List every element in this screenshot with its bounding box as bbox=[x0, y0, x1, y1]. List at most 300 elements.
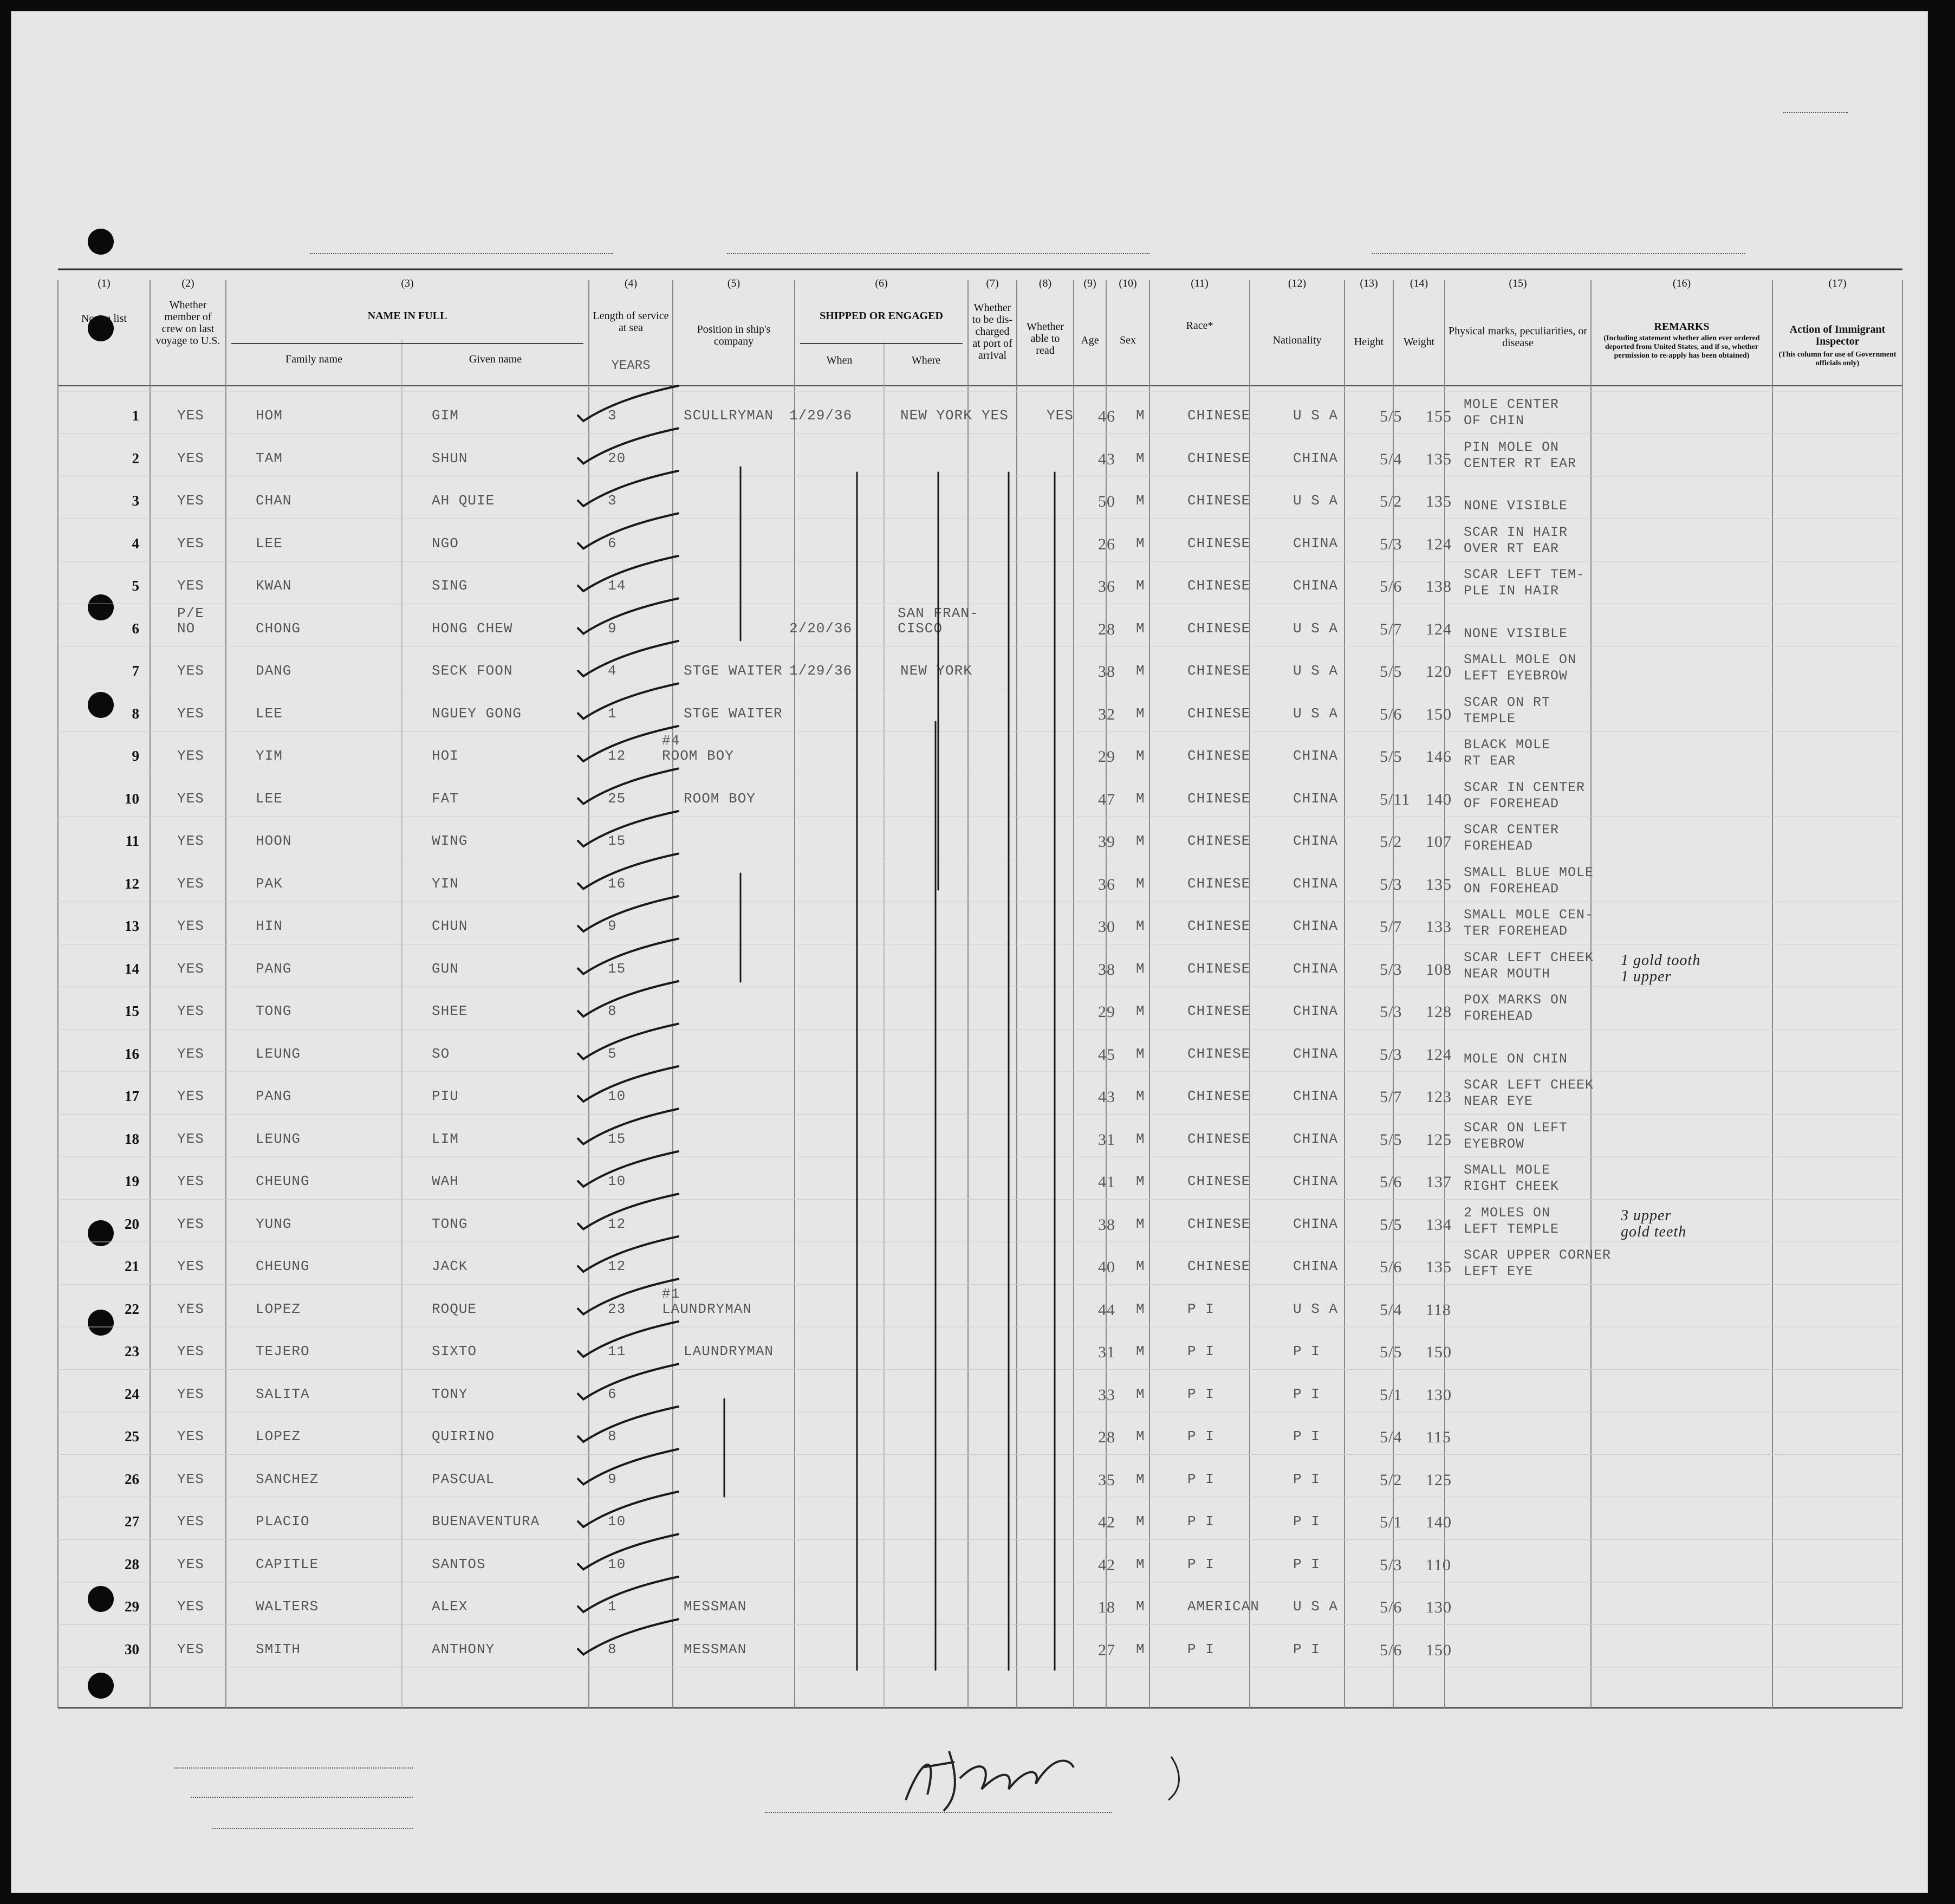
given-name: CHUN bbox=[432, 918, 468, 934]
years-at-sea: 8 bbox=[608, 1641, 617, 1657]
column-header-given-name: Given name bbox=[469, 353, 522, 365]
last-voyage-value: YES bbox=[177, 1513, 204, 1530]
nationality: CHINA bbox=[1293, 790, 1339, 807]
check-mark bbox=[578, 1364, 678, 1400]
row-number: 27 bbox=[125, 1513, 139, 1530]
position: #4 bbox=[662, 733, 680, 749]
check-mark bbox=[578, 1449, 678, 1485]
age: 47 bbox=[1098, 790, 1115, 808]
given-name: ALEX bbox=[432, 1598, 468, 1615]
column-number-c7: (7) bbox=[986, 277, 999, 289]
sex: M bbox=[1136, 620, 1145, 637]
given-name: PASCUAL bbox=[432, 1471, 495, 1487]
column-header-c4: Length of service at sea bbox=[593, 310, 669, 334]
last-voyage-value: YES bbox=[177, 407, 204, 424]
position: MESSMAN bbox=[684, 1598, 747, 1615]
shipped-when: 1/29/36 bbox=[789, 663, 853, 679]
last-voyage-value: YES bbox=[177, 1556, 204, 1572]
race: CHINESE bbox=[1187, 1173, 1251, 1189]
column-header-action-sub: (This column for use of Government officials only) bbox=[1778, 351, 1896, 367]
family-name: CHAN bbox=[256, 493, 292, 509]
nationality: U S A bbox=[1293, 705, 1339, 722]
years-at-sea: 10 bbox=[608, 1556, 626, 1572]
punch-hole bbox=[88, 1586, 114, 1612]
nationality: CHINA bbox=[1293, 1003, 1339, 1019]
age: 31 bbox=[1098, 1130, 1115, 1149]
position: STGE WAITER bbox=[684, 705, 783, 722]
last-voyage-value: NO bbox=[177, 620, 196, 637]
family-name: DANG bbox=[256, 663, 292, 679]
column-header-c8: Whether able to read bbox=[1027, 321, 1064, 357]
family-name: PAK bbox=[256, 875, 283, 892]
shipped-where: NEW YORK bbox=[900, 663, 972, 679]
given-name: HONG CHEW bbox=[432, 620, 513, 637]
height: 5/6 bbox=[1380, 578, 1402, 595]
check-mark bbox=[578, 1194, 678, 1229]
height: 5/6 bbox=[1380, 705, 1402, 723]
column-header-c14: Weight bbox=[1403, 336, 1435, 348]
column-number-c3: (3) bbox=[401, 277, 414, 289]
given-name: GIM bbox=[432, 407, 459, 424]
race: P I bbox=[1187, 1428, 1214, 1445]
physical-marks: MOLE CENTER OF CHIN bbox=[1464, 397, 1560, 429]
height: 5/3 bbox=[1380, 875, 1402, 893]
last-voyage-value: YES bbox=[177, 1641, 204, 1657]
sex: M bbox=[1136, 1641, 1145, 1657]
years-at-sea: 16 bbox=[608, 875, 626, 892]
age: 36 bbox=[1098, 578, 1115, 595]
punch-hole bbox=[88, 1220, 114, 1246]
nationality: P I bbox=[1293, 1641, 1320, 1657]
position: ROOM BOY bbox=[662, 748, 734, 764]
years-at-sea: 14 bbox=[608, 578, 626, 594]
check-mark bbox=[578, 1577, 678, 1612]
sex: M bbox=[1136, 833, 1145, 849]
row-number: 16 bbox=[125, 1045, 139, 1062]
column-number-c17: (17) bbox=[1828, 277, 1847, 289]
column-number-c12: (12) bbox=[1288, 277, 1307, 289]
race: P I bbox=[1187, 1641, 1214, 1657]
given-name: YIN bbox=[432, 875, 459, 892]
nationality: CHINA bbox=[1293, 875, 1339, 892]
weight: 124 bbox=[1426, 1045, 1452, 1064]
weight: 110 bbox=[1426, 1556, 1451, 1574]
weight: 134 bbox=[1426, 1215, 1452, 1234]
given-name: AH QUIE bbox=[432, 493, 495, 509]
row-number: 10 bbox=[125, 790, 139, 807]
years-at-sea: 9 bbox=[608, 620, 617, 637]
column-number-c16: (16) bbox=[1672, 277, 1691, 289]
weight: 128 bbox=[1426, 1003, 1452, 1021]
given-name: BUENAVENTURA bbox=[432, 1513, 540, 1530]
last-voyage-value: YES bbox=[177, 790, 204, 807]
physical-marks: SCAR CENTER FOREHEAD bbox=[1464, 822, 1560, 854]
owners-underline bbox=[191, 1797, 413, 1798]
age: 18 bbox=[1098, 1598, 1115, 1616]
height: 5/6 bbox=[1380, 1598, 1402, 1616]
column-number-c4: (4) bbox=[624, 277, 638, 289]
sex: M bbox=[1136, 1045, 1145, 1062]
agents-underline bbox=[212, 1828, 413, 1829]
age: 38 bbox=[1098, 960, 1115, 979]
weight: 133 bbox=[1426, 918, 1452, 936]
sex: M bbox=[1136, 493, 1145, 509]
physical-marks: SMALL MOLE ON LEFT EYEBROW bbox=[1464, 652, 1577, 684]
column-header-c13: Height bbox=[1354, 336, 1384, 348]
family-name: CHEUNG bbox=[256, 1258, 310, 1274]
manifest-sheet bbox=[11, 11, 1928, 1893]
row-number: 25 bbox=[125, 1428, 139, 1445]
family-name: SMITH bbox=[256, 1641, 301, 1657]
weight: 123 bbox=[1426, 1088, 1452, 1106]
position: MESSMAN bbox=[684, 1641, 747, 1657]
years-at-sea: 10 bbox=[608, 1088, 626, 1104]
weight: 150 bbox=[1426, 705, 1452, 723]
height: 5/4 bbox=[1380, 1300, 1402, 1319]
given-name: TONG bbox=[432, 1215, 468, 1232]
last-voyage-value: YES bbox=[177, 1385, 204, 1402]
sex: M bbox=[1136, 1003, 1145, 1019]
weight: 107 bbox=[1426, 833, 1452, 851]
height: 5/11 bbox=[1380, 790, 1411, 808]
given-name: SHEE bbox=[432, 1003, 468, 1019]
check-mark bbox=[578, 514, 678, 549]
nationality: CHINA bbox=[1293, 1215, 1339, 1232]
sex: M bbox=[1136, 875, 1145, 892]
height: 5/5 bbox=[1380, 748, 1402, 766]
column-header-name-in-full: NAME IN FULL bbox=[367, 310, 447, 322]
weight: 115 bbox=[1426, 1428, 1451, 1446]
row-number: 21 bbox=[125, 1258, 139, 1274]
arrival-underline bbox=[727, 253, 1149, 254]
nationality: CHINA bbox=[1293, 918, 1339, 934]
race: CHINESE bbox=[1187, 705, 1251, 722]
physical-marks: SCAR IN HAIR OVER RT EAR bbox=[1464, 524, 1568, 556]
race: AMERICAN bbox=[1187, 1598, 1259, 1615]
punch-hole bbox=[88, 692, 114, 718]
row-number: 4 bbox=[132, 535, 139, 552]
sex: M bbox=[1136, 705, 1145, 722]
family-name: YIM bbox=[256, 748, 283, 764]
race: CHINESE bbox=[1187, 790, 1251, 807]
column-header-c11: Race* bbox=[1186, 320, 1213, 332]
race: CHINESE bbox=[1187, 833, 1251, 849]
last-voyage-value: YES bbox=[177, 1003, 204, 1019]
years-at-sea: 25 bbox=[608, 790, 626, 807]
row-number: 17 bbox=[125, 1088, 139, 1104]
height: 5/3 bbox=[1380, 1045, 1402, 1064]
column-header-c9: Age bbox=[1081, 334, 1099, 346]
row-number: 18 bbox=[125, 1130, 139, 1147]
given-name: GUN bbox=[432, 960, 459, 977]
age: 38 bbox=[1098, 1215, 1115, 1234]
row-number: 11 bbox=[125, 833, 139, 849]
sheet-number-underline bbox=[1783, 112, 1848, 113]
physical-marks: SCAR LEFT TEM- PLE IN HAIR bbox=[1464, 567, 1586, 599]
column-number-c13: (13) bbox=[1360, 277, 1378, 289]
last-voyage-value: YES bbox=[177, 578, 204, 594]
row-number: 13 bbox=[125, 918, 139, 934]
age: 33 bbox=[1098, 1385, 1115, 1404]
age: 31 bbox=[1098, 1343, 1115, 1361]
given-name: SANTOS bbox=[432, 1556, 486, 1572]
sex: M bbox=[1136, 1343, 1145, 1359]
age: 44 bbox=[1098, 1300, 1115, 1319]
check-mark bbox=[578, 641, 678, 676]
row-number: 22 bbox=[125, 1300, 139, 1317]
last-voyage-value: YES bbox=[177, 1130, 204, 1147]
column-number-c1: (1) bbox=[98, 277, 111, 289]
family-name: TONG bbox=[256, 1003, 292, 1019]
column-header-c1: No. on list bbox=[81, 313, 127, 325]
column-number-c5: (5) bbox=[727, 277, 741, 289]
nationality: CHINA bbox=[1293, 1130, 1339, 1147]
sex: M bbox=[1136, 790, 1145, 807]
family-name: SANCHEZ bbox=[256, 1471, 319, 1487]
age: 32 bbox=[1098, 705, 1115, 723]
column-number-c2: (2) bbox=[181, 277, 194, 289]
years-at-sea: 9 bbox=[608, 1471, 617, 1487]
family-name: LEUNG bbox=[256, 1045, 301, 1062]
nationality: U S A bbox=[1293, 620, 1339, 637]
given-name: WING bbox=[432, 833, 468, 849]
physical-marks: SMALL BLUE MOLE ON FOREHEAD bbox=[1464, 864, 1594, 897]
nationality: CHINA bbox=[1293, 1173, 1339, 1189]
given-name: PIU bbox=[432, 1088, 459, 1104]
shipped-where: SAN FRAN- bbox=[898, 605, 979, 621]
punch-hole bbox=[88, 1310, 114, 1336]
nationality: CHINA bbox=[1293, 578, 1339, 594]
check-mark bbox=[578, 811, 678, 846]
row-number: 9 bbox=[132, 748, 139, 764]
weight: 130 bbox=[1426, 1598, 1452, 1616]
nationality: CHINA bbox=[1293, 1258, 1339, 1274]
column-number-c6: (6) bbox=[875, 277, 888, 289]
last-voyage-value: YES bbox=[177, 875, 204, 892]
check-mark bbox=[578, 1236, 678, 1272]
handwritten-remark: 3 upper gold teeth bbox=[1621, 1207, 1687, 1240]
years-at-sea: 10 bbox=[608, 1173, 626, 1189]
sex: M bbox=[1136, 1471, 1145, 1487]
nationality: P I bbox=[1293, 1556, 1320, 1572]
last-voyage-value: YES bbox=[177, 1045, 204, 1062]
given-name: FAT bbox=[432, 790, 459, 807]
height: 5/2 bbox=[1380, 493, 1402, 510]
race: CHINESE bbox=[1187, 1045, 1251, 1062]
check-mark bbox=[578, 1322, 678, 1357]
race: CHINESE bbox=[1187, 960, 1251, 977]
last-voyage-value: YES bbox=[177, 1215, 204, 1232]
height: 5/7 bbox=[1380, 918, 1402, 936]
height: 5/1 bbox=[1380, 1385, 1402, 1404]
given-name: SHUN bbox=[432, 450, 468, 467]
given-name: ANTHONY bbox=[432, 1641, 495, 1657]
race: P I bbox=[1187, 1343, 1214, 1359]
nationality: CHINA bbox=[1293, 960, 1339, 977]
physical-marks: SCAR IN CENTER OF FOREHEAD bbox=[1464, 779, 1586, 812]
years-at-sea: 15 bbox=[608, 833, 626, 849]
family-name: PLACIO bbox=[256, 1513, 310, 1530]
family-name: PANG bbox=[256, 1088, 292, 1104]
nationality: U S A bbox=[1293, 663, 1339, 679]
column-number-c9: (9) bbox=[1083, 277, 1096, 289]
position: ROOM BOY bbox=[684, 790, 756, 807]
column-header-c5: Position in ship's company bbox=[697, 323, 771, 347]
check-mark bbox=[578, 896, 678, 931]
height: 5/6 bbox=[1380, 1173, 1402, 1191]
family-name: WALTERS bbox=[256, 1598, 319, 1615]
last-voyage-value: YES bbox=[177, 960, 204, 977]
height: 5/5 bbox=[1380, 407, 1402, 425]
nationality: P I bbox=[1293, 1343, 1320, 1359]
age: 29 bbox=[1098, 748, 1115, 766]
check-mark bbox=[578, 981, 678, 1016]
age: 29 bbox=[1098, 1003, 1115, 1021]
age: 38 bbox=[1098, 663, 1115, 681]
family-name: LEE bbox=[256, 535, 283, 552]
weight: 138 bbox=[1426, 578, 1452, 595]
years-at-sea: 20 bbox=[608, 450, 626, 467]
years-at-sea: 15 bbox=[608, 960, 626, 977]
last-voyage-value: YES bbox=[177, 833, 204, 849]
race: CHINESE bbox=[1187, 407, 1251, 424]
given-name: HOI bbox=[432, 748, 459, 764]
punch-hole bbox=[88, 229, 114, 255]
position: LAUNDRYMAN bbox=[662, 1300, 752, 1317]
vessel-underline bbox=[310, 253, 613, 254]
height: 5/3 bbox=[1380, 1003, 1402, 1021]
height: 5/3 bbox=[1380, 960, 1402, 979]
line-underline bbox=[174, 1767, 413, 1769]
position: #1 bbox=[662, 1285, 680, 1302]
nationality: CHINA bbox=[1293, 1045, 1339, 1062]
sex: M bbox=[1136, 1513, 1145, 1530]
check-mark bbox=[578, 1151, 678, 1187]
age: 36 bbox=[1098, 875, 1115, 893]
weight: 124 bbox=[1426, 535, 1452, 553]
last-voyage-value: YES bbox=[177, 493, 204, 509]
race: CHINESE bbox=[1187, 620, 1251, 637]
given-name: LIM bbox=[432, 1130, 459, 1147]
check-mark bbox=[578, 471, 678, 506]
port-underline bbox=[1372, 253, 1745, 254]
sex: M bbox=[1136, 960, 1145, 977]
weight: 150 bbox=[1426, 1343, 1452, 1361]
sex: M bbox=[1136, 1173, 1145, 1189]
column-number-c15: (15) bbox=[1509, 277, 1527, 289]
race: CHINESE bbox=[1187, 578, 1251, 594]
weight: 130 bbox=[1426, 1385, 1452, 1404]
last-voyage-value: P/E bbox=[177, 605, 204, 621]
column-header-years: YEARS bbox=[611, 359, 651, 373]
sex: M bbox=[1136, 535, 1145, 552]
family-name: LEUNG bbox=[256, 1130, 301, 1147]
physical-marks: NONE VISIBLE bbox=[1464, 498, 1568, 514]
physical-marks: POX MARKS ON FOREHEAD bbox=[1464, 992, 1568, 1024]
weight: 125 bbox=[1426, 1130, 1452, 1149]
height: 5/4 bbox=[1380, 1428, 1402, 1446]
column-header-shipped-or-engaged: SHIPPED OR ENGAGED bbox=[820, 310, 943, 322]
years-at-sea: 3 bbox=[608, 493, 617, 509]
last-voyage-value: YES bbox=[177, 918, 204, 934]
weight: 108 bbox=[1426, 960, 1452, 979]
family-name: CHONG bbox=[256, 620, 301, 637]
given-name: JACK bbox=[432, 1258, 468, 1274]
age: 35 bbox=[1098, 1471, 1115, 1489]
discharged-value: YES bbox=[982, 407, 1009, 424]
nationality: P I bbox=[1293, 1428, 1320, 1445]
row-number: 23 bbox=[125, 1343, 139, 1359]
row-number: 19 bbox=[125, 1173, 139, 1189]
race: CHINESE bbox=[1187, 1258, 1251, 1274]
weight: 135 bbox=[1426, 875, 1452, 893]
height: 5/3 bbox=[1380, 1556, 1402, 1574]
age: 40 bbox=[1098, 1258, 1115, 1276]
sex: M bbox=[1136, 663, 1145, 679]
nationality: U S A bbox=[1293, 1300, 1339, 1317]
height: 5/5 bbox=[1380, 663, 1402, 681]
row-number: 6 bbox=[132, 620, 139, 637]
last-voyage-value: YES bbox=[177, 1300, 204, 1317]
race: CHINESE bbox=[1187, 918, 1251, 934]
family-name: PANG bbox=[256, 960, 292, 977]
weight: 135 bbox=[1426, 1258, 1452, 1276]
nationality: P I bbox=[1293, 1471, 1320, 1487]
family-name: YUNG bbox=[256, 1215, 292, 1232]
sex: M bbox=[1136, 1598, 1145, 1615]
column-header-c15: Physical marks, peculiarities, or disease bbox=[1448, 325, 1588, 349]
race: CHINESE bbox=[1187, 1215, 1251, 1232]
years-at-sea: 9 bbox=[608, 918, 617, 934]
able-to-read-value: YES bbox=[1047, 407, 1074, 424]
column-header-c2: Whether member of crew on last voyage to U.S. bbox=[155, 299, 220, 347]
weight: 124 bbox=[1426, 620, 1452, 638]
sex: M bbox=[1136, 407, 1145, 424]
row-number: 3 bbox=[132, 493, 139, 509]
weight: 118 bbox=[1426, 1300, 1451, 1319]
years-at-sea: 15 bbox=[608, 1130, 626, 1147]
age: 39 bbox=[1098, 833, 1115, 851]
check-mark bbox=[578, 684, 678, 719]
position: LAUNDRYMAN bbox=[684, 1343, 774, 1359]
column-header-c12: Nationality bbox=[1272, 334, 1322, 346]
age: 42 bbox=[1098, 1556, 1115, 1574]
years-at-sea: 3 bbox=[608, 407, 617, 424]
family-name: TAM bbox=[256, 450, 283, 467]
age: 50 bbox=[1098, 493, 1115, 510]
years-at-sea: 8 bbox=[608, 1003, 617, 1019]
family-name: CAPITLE bbox=[256, 1556, 319, 1572]
check-mark bbox=[578, 386, 678, 421]
race: P I bbox=[1187, 1385, 1214, 1402]
nationality: CHINA bbox=[1293, 450, 1339, 467]
sex: M bbox=[1136, 1300, 1145, 1317]
row-number: 1 bbox=[132, 407, 139, 424]
check-mark bbox=[578, 429, 678, 464]
physical-marks: SCAR LEFT CHEEK NEAR EYE bbox=[1464, 1077, 1594, 1109]
last-voyage-value: YES bbox=[177, 1343, 204, 1359]
check-mark bbox=[578, 1620, 678, 1655]
column-header-remarks-sub: (Including statement whether alien ever ordered deported from United States, and if so, whether permission to re-apply has been obtained) bbox=[1603, 334, 1760, 360]
nationality: CHINA bbox=[1293, 833, 1339, 849]
age: 43 bbox=[1098, 1088, 1115, 1106]
punch-hole bbox=[88, 1673, 114, 1699]
nationality: U S A bbox=[1293, 1598, 1339, 1615]
row-number: 26 bbox=[125, 1471, 139, 1487]
years-at-sea: 1 bbox=[608, 1598, 617, 1615]
family-name: LOPEZ bbox=[256, 1428, 301, 1445]
physical-marks: SCAR UPPER CORNER LEFT EYE bbox=[1464, 1247, 1612, 1279]
